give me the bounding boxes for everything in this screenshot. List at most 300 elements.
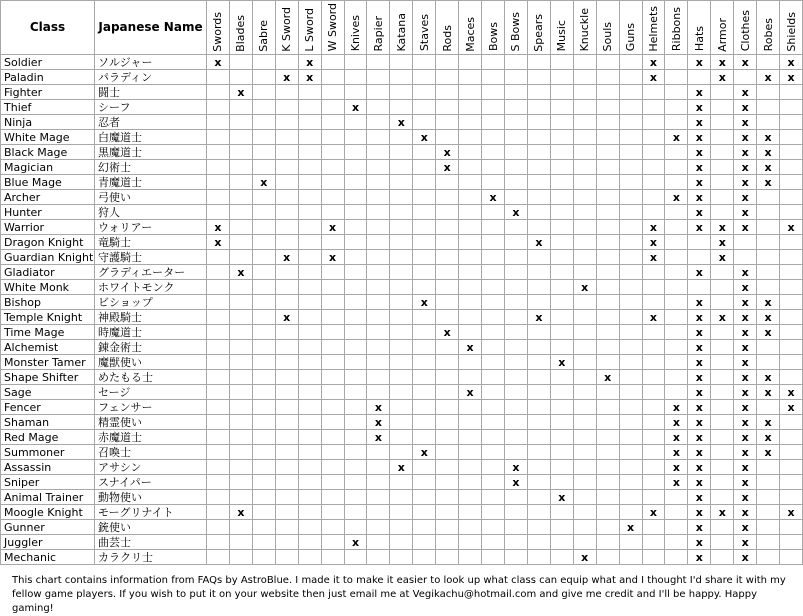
equip-empty-cell [642, 475, 665, 490]
table-row [1, 145, 803, 160]
equip-empty-cell [550, 370, 573, 385]
equip-empty-cell [367, 55, 390, 70]
equip-empty-cell [252, 55, 275, 70]
equip-mark-cell: x [436, 145, 459, 160]
equip-mark-cell: x [688, 175, 711, 190]
equip-empty-cell [596, 550, 619, 565]
equip-empty-cell [436, 265, 459, 280]
equip-empty-cell [596, 115, 619, 130]
equipment-column-label: W Sword [326, 3, 340, 52]
equipment-column-label: Ribbons [669, 7, 683, 52]
equip-empty-cell [504, 145, 527, 160]
equip-empty-cell [596, 265, 619, 280]
equipment-column-label: Rapier [371, 15, 385, 52]
equip-empty-cell [344, 490, 367, 505]
equip-empty-cell [711, 100, 734, 115]
equip-empty-cell [459, 55, 482, 70]
equip-mark-cell: x [688, 475, 711, 490]
equip-empty-cell [298, 100, 321, 115]
equip-empty-cell [665, 385, 688, 400]
equip-empty-cell [642, 385, 665, 400]
equip-empty-cell [573, 100, 596, 115]
equip-empty-cell [573, 460, 596, 475]
equip-empty-cell [367, 250, 390, 265]
table-row [1, 505, 803, 520]
equip-empty-cell [321, 280, 344, 295]
equip-empty-cell [344, 550, 367, 565]
equip-empty-cell [390, 190, 413, 205]
equip-empty-cell [482, 100, 505, 115]
equip-empty-cell [459, 490, 482, 505]
equip-empty-cell [504, 235, 527, 250]
equip-empty-cell [780, 490, 803, 505]
equip-empty-cell [665, 160, 688, 175]
equip-empty-cell [321, 445, 344, 460]
equip-empty-cell [436, 505, 459, 520]
equip-empty-cell [298, 310, 321, 325]
equip-empty-cell [550, 445, 573, 460]
japanese-name-cell: ホワイトモンク [95, 280, 207, 295]
equip-empty-cell [619, 355, 642, 370]
equip-mark-cell: x [734, 535, 757, 550]
equip-empty-cell [573, 370, 596, 385]
table-row [1, 295, 803, 310]
equip-empty-cell [550, 250, 573, 265]
equip-empty-cell [734, 70, 757, 85]
equip-mark-cell: x [688, 550, 711, 565]
equip-empty-cell [298, 85, 321, 100]
equip-mark-cell: x [688, 265, 711, 280]
equip-empty-cell [665, 220, 688, 235]
equip-empty-cell [550, 85, 573, 100]
equip-empty-cell [757, 100, 780, 115]
equip-empty-cell [527, 70, 550, 85]
equip-empty-cell [413, 85, 436, 100]
equip-empty-cell [711, 340, 734, 355]
equip-empty-cell [642, 85, 665, 100]
equipment-column-label: K Sword [280, 6, 294, 52]
equipment-column-label: Souls [601, 21, 615, 52]
equip-empty-cell [298, 445, 321, 460]
equip-mark-cell: x [688, 355, 711, 370]
japanese-name-cell: 召喚士 [95, 445, 207, 460]
equip-mark-cell: x [665, 400, 688, 415]
equip-empty-cell [275, 445, 298, 460]
equip-empty-cell [229, 475, 252, 490]
equip-empty-cell [757, 340, 780, 355]
equip-empty-cell [344, 70, 367, 85]
equip-mark-cell: x [665, 445, 688, 460]
equip-mark-cell: x [642, 310, 665, 325]
equip-mark-cell: x [229, 265, 252, 280]
equip-empty-cell [596, 205, 619, 220]
equip-empty-cell [504, 115, 527, 130]
equip-empty-cell [229, 460, 252, 475]
equip-empty-cell [504, 430, 527, 445]
equip-empty-cell [229, 175, 252, 190]
equip-mark-cell: x [757, 70, 780, 85]
equip-empty-cell [298, 385, 321, 400]
equip-empty-cell [390, 490, 413, 505]
equip-empty-cell [711, 490, 734, 505]
table-row [1, 370, 803, 385]
equip-mark-cell: x [390, 115, 413, 130]
equipment-column-label: Katana [394, 12, 408, 52]
equipment-column-label: Shields [784, 11, 798, 52]
equip-empty-cell [207, 160, 230, 175]
equip-empty-cell [642, 145, 665, 160]
equip-empty-cell [642, 520, 665, 535]
equip-empty-cell [390, 295, 413, 310]
class-name-cell: Fencer [1, 400, 95, 415]
equip-mark-cell: x [619, 520, 642, 535]
equipment-column-header [550, 1, 573, 55]
equip-empty-cell [275, 535, 298, 550]
equip-empty-cell [665, 310, 688, 325]
equip-empty-cell [573, 130, 596, 145]
equip-empty-cell [459, 325, 482, 340]
equip-empty-cell [665, 85, 688, 100]
table-row [1, 160, 803, 175]
equip-empty-cell [413, 280, 436, 295]
equip-empty-cell [321, 385, 344, 400]
equip-empty-cell [252, 520, 275, 535]
equip-mark-cell: x [275, 310, 298, 325]
japanese-name-cell: 赤魔道士 [95, 430, 207, 445]
equip-mark-cell: x [711, 310, 734, 325]
equip-empty-cell [780, 145, 803, 160]
equip-empty-cell [504, 340, 527, 355]
equip-empty-cell [321, 175, 344, 190]
equip-empty-cell [275, 475, 298, 490]
equip-empty-cell [275, 355, 298, 370]
equip-empty-cell [367, 325, 390, 340]
equip-empty-cell [252, 505, 275, 520]
equip-empty-cell [436, 295, 459, 310]
equip-empty-cell [252, 250, 275, 265]
equip-mark-cell: x [734, 310, 757, 325]
equip-mark-cell: x [757, 385, 780, 400]
equip-mark-cell: x [229, 85, 252, 100]
equip-mark-cell: x [321, 220, 344, 235]
equip-empty-cell [573, 430, 596, 445]
class-name-cell: Ninja [1, 115, 95, 130]
equip-empty-cell [711, 175, 734, 190]
equip-empty-cell [780, 190, 803, 205]
equip-mark-cell: x [413, 130, 436, 145]
equip-empty-cell [436, 250, 459, 265]
equip-empty-cell [527, 490, 550, 505]
equip-empty-cell [229, 340, 252, 355]
equip-empty-cell [367, 280, 390, 295]
equip-mark-cell: x [413, 445, 436, 460]
equipment-column-label: Rods [440, 24, 454, 52]
equip-empty-cell [550, 175, 573, 190]
equip-empty-cell [504, 400, 527, 415]
equip-empty-cell [482, 490, 505, 505]
equip-mark-cell: x [711, 220, 734, 235]
equip-empty-cell [207, 280, 230, 295]
equip-empty-cell [229, 100, 252, 115]
equip-empty-cell [504, 505, 527, 520]
equip-empty-cell [459, 475, 482, 490]
equip-empty-cell [527, 460, 550, 475]
equip-empty-cell [482, 130, 505, 145]
equip-empty-cell [321, 550, 344, 565]
table-row [1, 55, 803, 70]
equip-empty-cell [504, 385, 527, 400]
equipment-column-header [482, 1, 505, 55]
equip-empty-cell [298, 475, 321, 490]
equip-empty-cell [527, 550, 550, 565]
equip-mark-cell: x [459, 385, 482, 400]
equip-empty-cell [252, 85, 275, 100]
equip-empty-cell [550, 520, 573, 535]
table-row [1, 70, 803, 85]
equip-empty-cell [321, 100, 344, 115]
equip-empty-cell [413, 220, 436, 235]
equip-empty-cell [527, 100, 550, 115]
equip-empty-cell [344, 55, 367, 70]
equip-empty-cell [207, 265, 230, 280]
equip-empty-cell [780, 340, 803, 355]
equip-empty-cell [459, 295, 482, 310]
equip-empty-cell [596, 400, 619, 415]
equip-empty-cell [665, 325, 688, 340]
equip-mark-cell: x [642, 70, 665, 85]
equip-empty-cell [229, 295, 252, 310]
equip-empty-cell [757, 250, 780, 265]
equip-empty-cell [367, 340, 390, 355]
equip-empty-cell [619, 385, 642, 400]
equip-empty-cell [367, 100, 390, 115]
equip-empty-cell [482, 265, 505, 280]
equip-empty-cell [459, 265, 482, 280]
equip-empty-cell [436, 445, 459, 460]
equip-empty-cell [527, 520, 550, 535]
equip-empty-cell [275, 370, 298, 385]
equip-empty-cell [390, 505, 413, 520]
equipment-column-header [711, 1, 734, 55]
equip-empty-cell [229, 70, 252, 85]
japanese-name-cell: 動物使い [95, 490, 207, 505]
equip-empty-cell [207, 205, 230, 220]
equip-empty-cell [298, 490, 321, 505]
equip-empty-cell [482, 385, 505, 400]
equip-empty-cell [229, 445, 252, 460]
equip-empty-cell [275, 265, 298, 280]
japanese-name-cell: ビショップ [95, 295, 207, 310]
equip-mark-cell: x [688, 385, 711, 400]
equip-mark-cell: x [734, 370, 757, 385]
equip-empty-cell [413, 490, 436, 505]
equip-empty-cell [413, 355, 436, 370]
equip-empty-cell [367, 385, 390, 400]
equip-empty-cell [390, 325, 413, 340]
equip-mark-cell: x [688, 400, 711, 415]
equip-empty-cell [344, 460, 367, 475]
equip-empty-cell [459, 535, 482, 550]
japanese-name-cell: 狩人 [95, 205, 207, 220]
table-row [1, 115, 803, 130]
equip-empty-cell [436, 340, 459, 355]
equip-empty-cell [275, 280, 298, 295]
equip-empty-cell [207, 430, 230, 445]
equip-empty-cell [619, 175, 642, 190]
table-row [1, 355, 803, 370]
equip-empty-cell [780, 535, 803, 550]
equip-mark-cell: x [573, 550, 596, 565]
equipment-column-header [504, 1, 527, 55]
equip-empty-cell [390, 175, 413, 190]
japanese-name-cell: めたもる士 [95, 370, 207, 385]
equip-empty-cell [711, 190, 734, 205]
equip-empty-cell [459, 175, 482, 190]
equip-mark-cell: x [642, 505, 665, 520]
equip-empty-cell [619, 190, 642, 205]
equip-empty-cell [527, 265, 550, 280]
equip-empty-cell [321, 415, 344, 430]
class-name-cell: Gunner [1, 520, 95, 535]
equip-mark-cell: x [390, 460, 413, 475]
equip-empty-cell [367, 145, 390, 160]
equip-empty-cell [527, 205, 550, 220]
equip-empty-cell [207, 520, 230, 535]
equip-empty-cell [573, 250, 596, 265]
equip-empty-cell [459, 205, 482, 220]
equip-empty-cell [367, 310, 390, 325]
equip-empty-cell [665, 505, 688, 520]
equipment-column-header [413, 1, 436, 55]
equip-empty-cell [298, 295, 321, 310]
equip-mark-cell: x [734, 430, 757, 445]
equip-mark-cell: x [688, 505, 711, 520]
equip-empty-cell [390, 55, 413, 70]
equip-empty-cell [298, 175, 321, 190]
equip-empty-cell [711, 295, 734, 310]
equip-empty-cell [275, 205, 298, 220]
equip-empty-cell [757, 475, 780, 490]
equipment-column-header [252, 1, 275, 55]
equip-empty-cell [688, 280, 711, 295]
equip-empty-cell [252, 490, 275, 505]
equip-empty-cell [711, 325, 734, 340]
equip-empty-cell [275, 175, 298, 190]
equip-empty-cell [665, 340, 688, 355]
equip-empty-cell [207, 475, 230, 490]
equip-empty-cell [642, 460, 665, 475]
equip-empty-cell [619, 505, 642, 520]
equip-empty-cell [780, 250, 803, 265]
equip-empty-cell [252, 355, 275, 370]
class-name-cell: Thief [1, 100, 95, 115]
equip-empty-cell [298, 250, 321, 265]
equip-empty-cell [527, 505, 550, 520]
equip-empty-cell [436, 310, 459, 325]
equip-empty-cell [550, 325, 573, 340]
japanese-name-cell: 守護騎士 [95, 250, 207, 265]
equip-empty-cell [596, 385, 619, 400]
equip-empty-cell [344, 370, 367, 385]
equip-empty-cell [482, 520, 505, 535]
equip-empty-cell [207, 130, 230, 145]
equip-empty-cell [665, 55, 688, 70]
equip-mark-cell: x [757, 310, 780, 325]
equip-mark-cell: x [734, 340, 757, 355]
equip-empty-cell [504, 190, 527, 205]
equip-empty-cell [436, 520, 459, 535]
equip-empty-cell [252, 340, 275, 355]
equip-empty-cell [780, 325, 803, 340]
equip-empty-cell [619, 370, 642, 385]
equip-mark-cell: x [734, 475, 757, 490]
class-name-cell: White Mage [1, 130, 95, 145]
equip-empty-cell [344, 280, 367, 295]
equip-mark-cell: x [734, 220, 757, 235]
equip-empty-cell [619, 490, 642, 505]
equip-mark-cell: x [734, 355, 757, 370]
equip-empty-cell [390, 220, 413, 235]
japanese-name-cell: 銃使い [95, 520, 207, 535]
equip-empty-cell [527, 370, 550, 385]
equip-empty-cell [665, 550, 688, 565]
equip-empty-cell [504, 490, 527, 505]
equip-empty-cell [207, 70, 230, 85]
equip-empty-cell [527, 175, 550, 190]
equip-empty-cell [711, 160, 734, 175]
class-name-cell: Blue Mage [1, 175, 95, 190]
equip-empty-cell [619, 70, 642, 85]
equip-empty-cell [252, 430, 275, 445]
equip-mark-cell: x [688, 85, 711, 100]
equip-empty-cell [642, 205, 665, 220]
equip-empty-cell [757, 85, 780, 100]
equip-mark-cell: x [665, 460, 688, 475]
equip-mark-cell: x [367, 430, 390, 445]
equip-empty-cell [757, 550, 780, 565]
equip-empty-cell [482, 220, 505, 235]
equip-empty-cell [252, 130, 275, 145]
equip-mark-cell: x [298, 70, 321, 85]
equip-empty-cell [596, 235, 619, 250]
equip-empty-cell [527, 295, 550, 310]
equip-mark-cell: x [550, 355, 573, 370]
equip-empty-cell [252, 535, 275, 550]
equip-empty-cell [298, 370, 321, 385]
equip-mark-cell: x [688, 520, 711, 535]
class-name-cell: Fighter [1, 85, 95, 100]
equip-empty-cell [757, 520, 780, 535]
equip-empty-cell [757, 205, 780, 220]
table-row [1, 310, 803, 325]
equip-empty-cell [229, 250, 252, 265]
equip-empty-cell [642, 430, 665, 445]
table-body [1, 55, 803, 565]
equip-empty-cell [780, 175, 803, 190]
equip-empty-cell [275, 115, 298, 130]
equip-empty-cell [413, 310, 436, 325]
equip-empty-cell [780, 115, 803, 130]
equip-empty-cell [711, 385, 734, 400]
equip-empty-cell [413, 385, 436, 400]
equip-empty-cell [596, 85, 619, 100]
equip-empty-cell [321, 490, 344, 505]
equip-empty-cell [390, 445, 413, 460]
equip-empty-cell [504, 85, 527, 100]
equip-mark-cell: x [665, 475, 688, 490]
equip-empty-cell [275, 100, 298, 115]
equip-empty-cell [665, 520, 688, 535]
